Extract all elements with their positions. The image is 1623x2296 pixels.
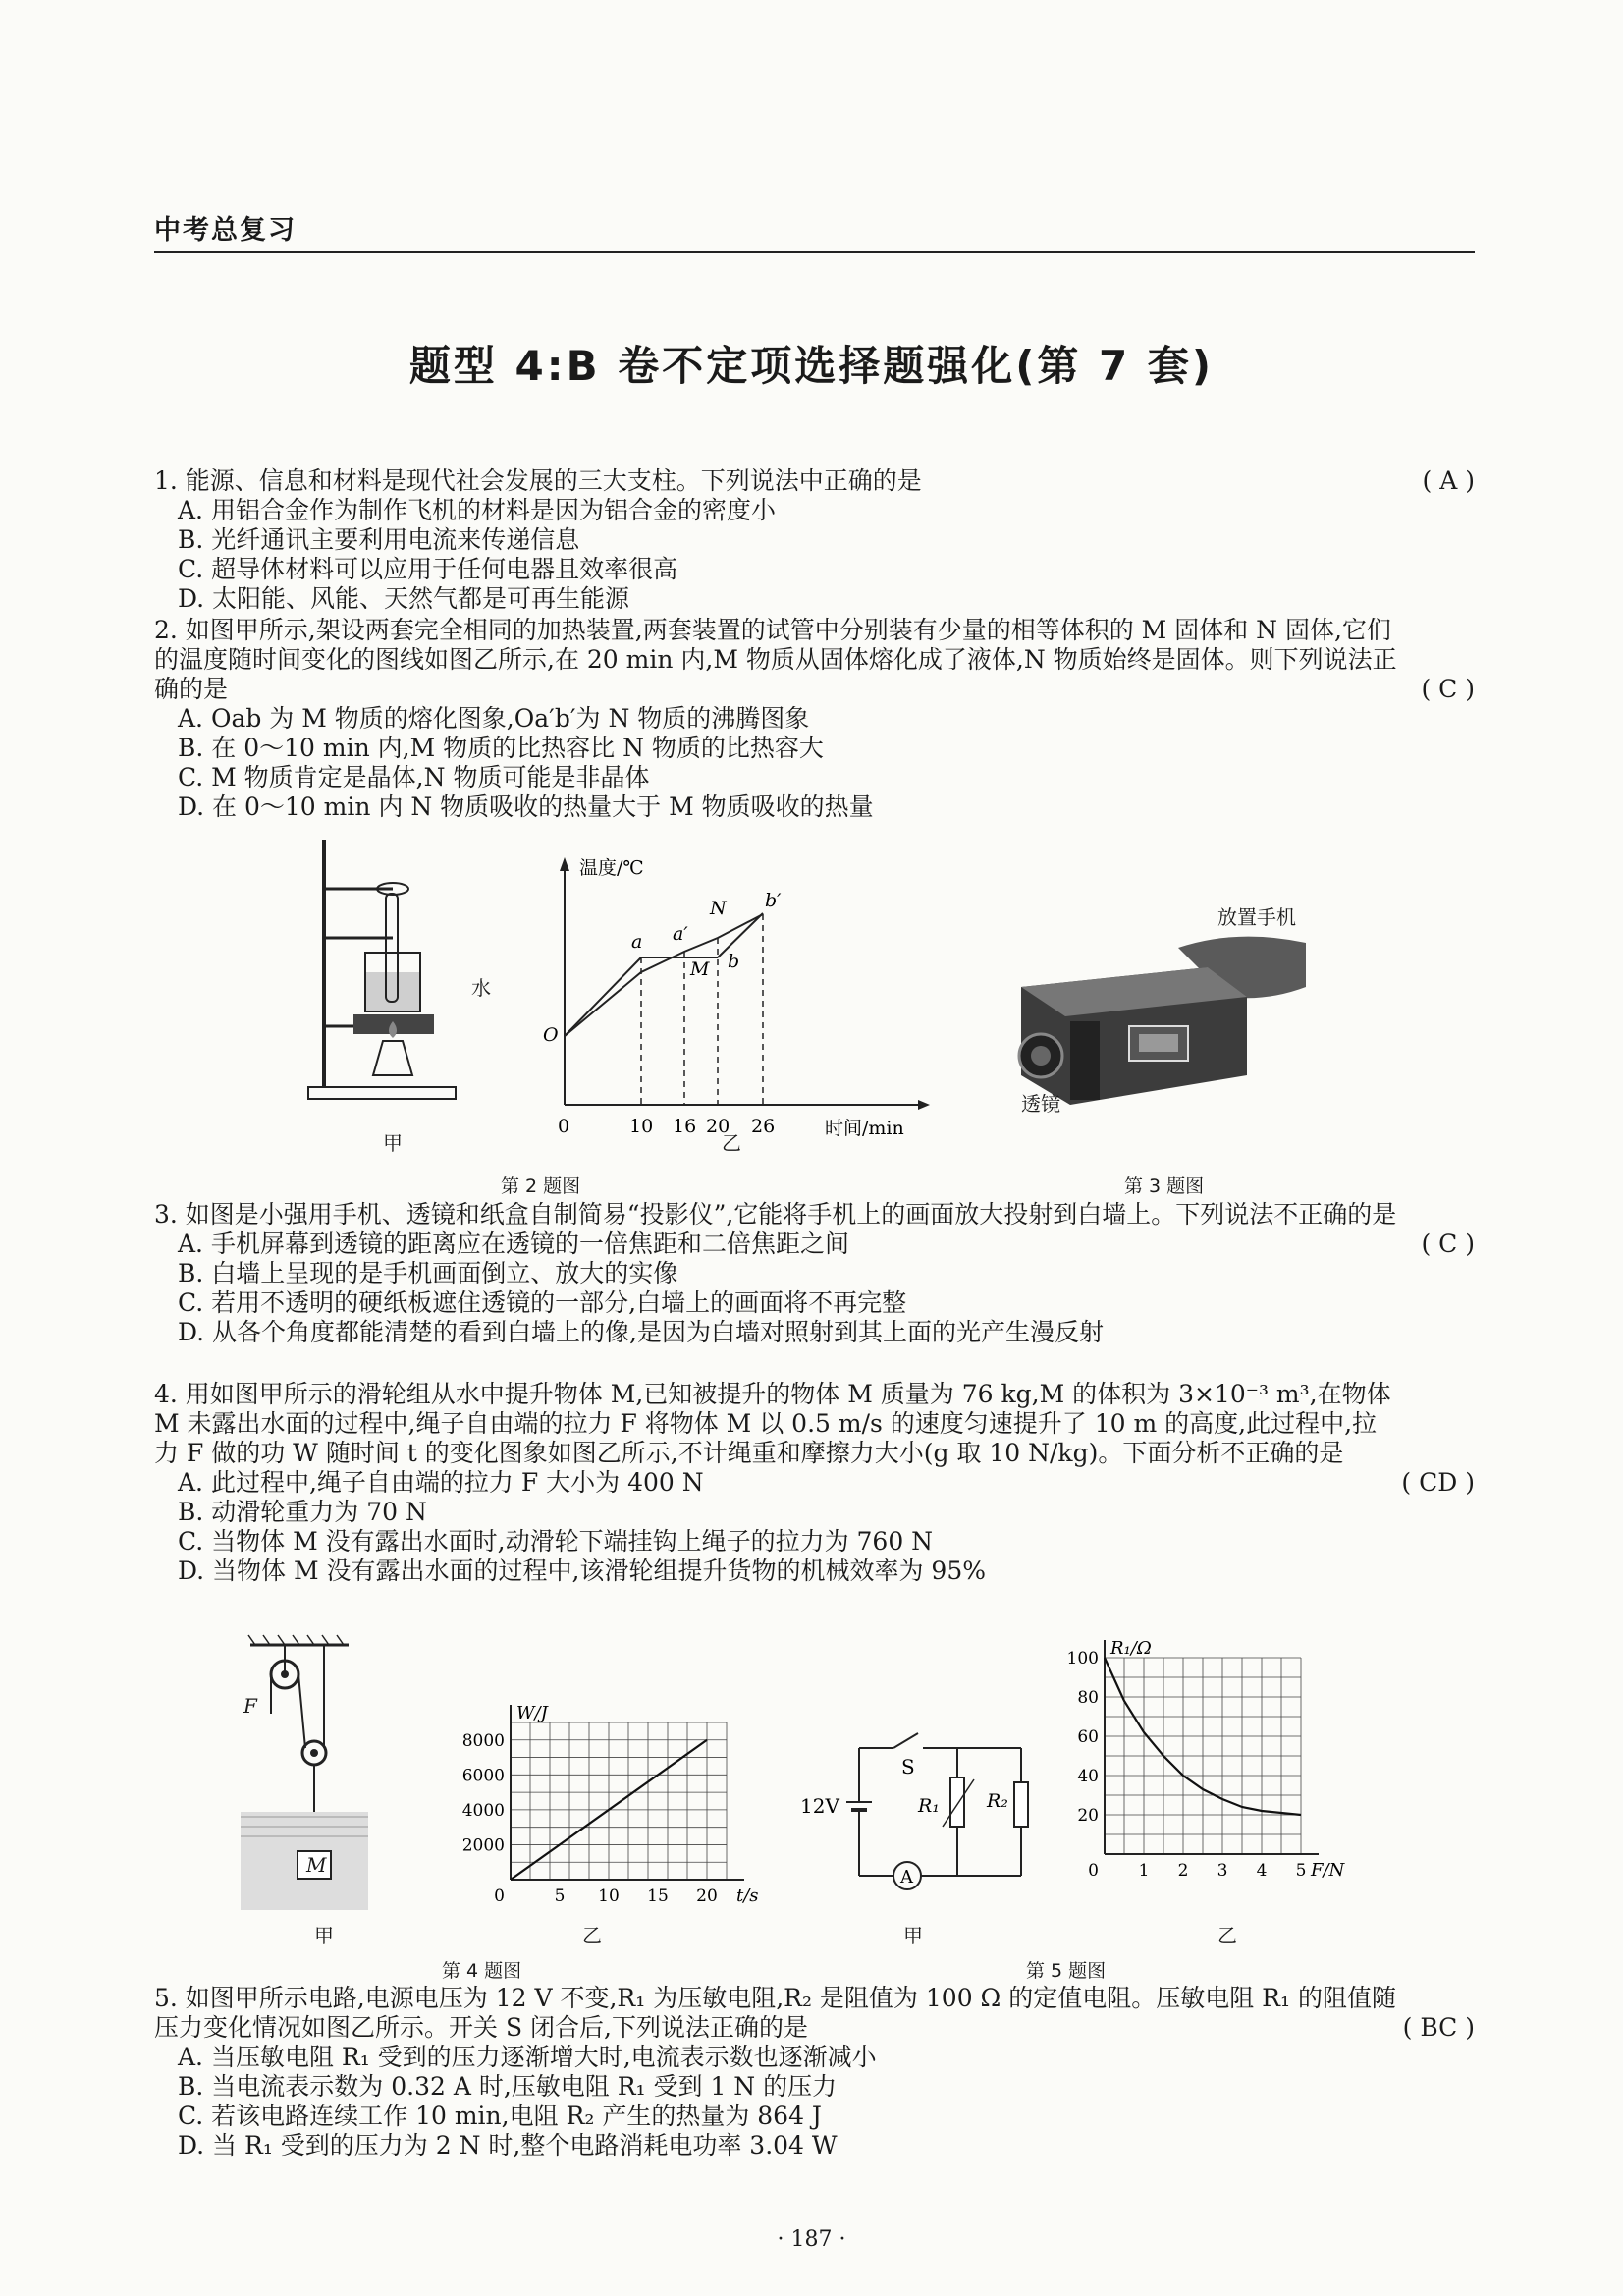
tick-26: 26 — [751, 1116, 776, 1137]
question-stem: 3. 如图是小强用手机、透镜和纸盒自制简易“投影仪”,它能将手机上的画面放大投射到白墙上。下列说法不正确的是 — [154, 1200, 1397, 1229]
question-answer: ( C ) — [1421, 675, 1475, 703]
question-5 — [154, 1984, 1475, 2160]
fig4-caption: 第 4 题图 — [442, 1960, 522, 1982]
option-c: C. 超导体材料可以应用于任何电器且效率很高 — [178, 555, 678, 583]
option-d: D. 在 0～10 min 内 N 物质吸收的热量大于 M 物质吸收的热量 — [178, 793, 874, 821]
x-tick-label: 20 — [696, 1886, 718, 1906]
question-2 — [154, 616, 1475, 822]
fig5-yi-label: 乙 — [1217, 1924, 1237, 1947]
tick-20: 20 — [706, 1116, 730, 1137]
curve-m-rise — [565, 957, 641, 1036]
option-c: C. 若用不透明的硬纸板遮住透镜的一部分,白墙上的画面将不再完整 — [178, 1288, 907, 1317]
point-a: a — [631, 931, 643, 953]
option-b: B. 光纤通讯主要利用电流来传递信息 — [178, 525, 580, 554]
point-b: b — [728, 951, 740, 972]
question-stem: 2. 如图甲所示,架设两套完全相同的加热装置,两套装置的试管中分别装有少量的相等体积的 M 固体和 N 固体,它们的温度随时间变化的图线如图乙所示,在 20 min 内,M 物质从固体熔化成了液体,N 物质始终是固体。则下列说法正确的是 — [154, 616, 1397, 703]
r1-label: R₁ — [918, 1795, 940, 1817]
ammeter-label: A — [900, 1867, 913, 1887]
y-tick-label: 6000 — [461, 1766, 505, 1786]
question-stem: 1. 能源、信息和材料是现代社会发展的三大支柱。下列说法中正确的是 — [154, 466, 922, 495]
option-d: D. 当物体 M 没有露出水面的过程中,该滑轮组提升货物的机械效率为 95% — [178, 1557, 987, 1585]
fig5-jia-label: 甲 — [903, 1924, 923, 1947]
water-label: 水 — [471, 976, 491, 1000]
fig2-caption: 第 2 题图 — [501, 1175, 581, 1197]
r2-resistor — [1014, 1782, 1028, 1827]
origin-label: 0 — [494, 1886, 505, 1906]
fig5-resistance-chart — [1060, 1630, 1384, 1905]
lens-label: 透镜 — [1021, 1092, 1060, 1116]
y-tick-label: 4000 — [461, 1800, 505, 1821]
fig4-yi-label: 乙 — [582, 1924, 602, 1947]
x-tick-label: 1 — [1138, 1861, 1150, 1881]
x-tick-label: 5 — [554, 1886, 566, 1906]
force-label: F — [243, 1694, 257, 1718]
x-tick-label: 15 — [647, 1886, 669, 1906]
fig5-caption: 第 5 题图 — [1026, 1960, 1107, 1982]
x-axis-label: F/N — [1311, 1860, 1345, 1881]
question-answer: ( CD ) — [1401, 1468, 1475, 1497]
y-tick-label: 2000 — [461, 1835, 505, 1856]
r1-resistor — [950, 1777, 964, 1827]
point-n: N — [710, 898, 727, 919]
tick-10: 10 — [629, 1116, 654, 1137]
section-header: 中考总复习 — [154, 215, 297, 246]
option-d: D. 太阳能、风能、天然气都是可再生能源 — [178, 584, 630, 613]
x-tick-label: 3 — [1217, 1861, 1228, 1881]
option-b: B. 在 0～10 min 内,M 物质的比热容比 N 物质的比热容大 — [178, 734, 824, 762]
option-b: B. 白墙上呈现的是手机画面倒立、放大的实像 — [178, 1259, 678, 1287]
object-m-label: M — [306, 1853, 327, 1877]
switch-label: S — [901, 1755, 915, 1778]
fig2-jia-label: 甲 — [383, 1131, 403, 1155]
point-a-prime: a′ — [673, 923, 688, 945]
point-m: M — [690, 958, 710, 980]
y-axis-label: W/J — [516, 1703, 548, 1723]
y-label: 温度/℃ — [579, 857, 644, 879]
option-a: A. 手机屏幕到透镜的距离应在透镜的一倍焦距和二倍焦距之间 — [178, 1230, 849, 1258]
point-b-prime: b′ — [765, 890, 782, 911]
option-b: B. 当电流表示数为 0.32 A 时,压敏电阻 R₁ 受到 1 N 的压力 — [178, 2072, 838, 2101]
x-tick-label: 4 — [1256, 1861, 1268, 1881]
fig2-yi-label: 乙 — [722, 1131, 741, 1155]
question-answer: ( BC ) — [1402, 2013, 1475, 2042]
question-answer: ( A ) — [1422, 466, 1475, 495]
page-title: 题型 4:B 卷不定项选择题强化(第 7 套) — [408, 342, 1215, 390]
switch — [893, 1733, 918, 1748]
option-a: A. 当压敏电阻 R₁ 受到的压力逐渐增大时,电流表示数也逐渐减小 — [178, 2043, 877, 2071]
fig3-caption: 第 3 题图 — [1124, 1175, 1205, 1197]
fig5-circuit — [785, 1709, 1060, 1905]
fig2-apparatus — [295, 830, 471, 1115]
x-tick-label: 2 — [1177, 1861, 1189, 1881]
page-number: · 187 · — [777, 2227, 846, 2252]
origin-o: O — [543, 1024, 559, 1046]
fig4-work-chart — [422, 1687, 759, 1913]
question-1 — [154, 466, 1475, 614]
fig4-jia-label: 甲 — [314, 1924, 334, 1947]
option-b: B. 动滑轮重力为 70 N — [178, 1498, 427, 1526]
question-4 — [154, 1380, 1475, 1586]
y-tick-label: 60 — [1077, 1727, 1099, 1747]
r2-label: R₂ — [987, 1790, 1008, 1812]
x-label: 时间/min — [825, 1118, 904, 1139]
option-d: D. 当 R₁ 受到的压力为 2 N 时,整个电路消耗电功率 3.04 W — [178, 2131, 838, 2159]
origin-zero: 0 — [558, 1116, 570, 1137]
option-c: C. 若该电路连续工作 10 min,电阻 R₂ 产生的热量为 864 J — [178, 2102, 822, 2130]
y-tick-label: 80 — [1077, 1688, 1099, 1708]
header-rule — [154, 251, 1475, 253]
x-axis-label: t/s — [736, 1886, 759, 1906]
origin-label: 0 — [1088, 1861, 1099, 1881]
option-a: A. 用铝合金作为制作飞机的材料是因为铝合金的密度小 — [178, 496, 776, 524]
fig2-temperature-graph — [525, 849, 938, 1139]
option-c: C. 当物体 M 没有露出水面时,动滑轮下端挂钩上绳子的拉力为 760 N — [178, 1527, 934, 1556]
y-tick-label: 40 — [1077, 1767, 1099, 1786]
option-c: C. M 物质肯定是晶体,N 物质可能是非晶体 — [178, 763, 650, 792]
y-tick-label: 20 — [1077, 1806, 1099, 1826]
option-a: A. 此过程中,绳子自由端的拉力 F 大小为 400 N — [178, 1468, 704, 1497]
fig3-projector-photo — [1011, 928, 1306, 1115]
voltage-label: 12V — [800, 1794, 839, 1818]
tick-16: 16 — [673, 1116, 697, 1137]
question-stem: 5. 如图甲所示电路,电源电压为 12 V 不变,R₁ 为压敏电阻,R₂ 是阻值为 100 Ω 的定值电阻。压敏电阻 R₁ 的阻值随压力变化情况如图乙所示。开关 S 闭合后,下列说法正确的是 — [154, 1984, 1396, 2042]
y-axis-label: R₁/Ω — [1110, 1638, 1152, 1659]
x-tick-label: 5 — [1295, 1861, 1307, 1881]
y-tick-label: 100 — [1066, 1649, 1099, 1668]
x-tick-label: 10 — [598, 1886, 620, 1906]
question-answer: ( C ) — [1421, 1230, 1475, 1258]
option-a: A. Oab 为 M 物质的熔化图象,Oa′b′为 N 物质的沸腾图象 — [178, 704, 810, 733]
question-stem: 4. 用如图甲所示的滑轮组从水中提升物体 M,已知被提升的物体 M 质量为 76 kg,M 的体积为 3×10⁻³ m³,在物体 M 未露出水面的过程中,绳子自由端的拉力 F 将物体 M 以 0.5 m/s 的速度匀速提升了 10 m 的高度,此过程中,拉力 F 做的功 W 随时间 t 的变化图象如图乙所示,不计绳重和摩擦力大小(g 取 10 N/kg)。下面分析不正确的是 — [154, 1380, 1391, 1467]
phone-label: 放置手机 — [1217, 905, 1296, 929]
y-tick-label: 8000 — [461, 1730, 505, 1751]
fig4-pulley-system — [241, 1635, 368, 1910]
question-3 — [154, 1200, 1475, 1347]
option-d: D. 从各个角度都能清楚的看到白墙上的像,是因为白墙对照射到其上面的光产生漫反射 — [178, 1318, 1104, 1346]
curve-n — [565, 914, 763, 1036]
